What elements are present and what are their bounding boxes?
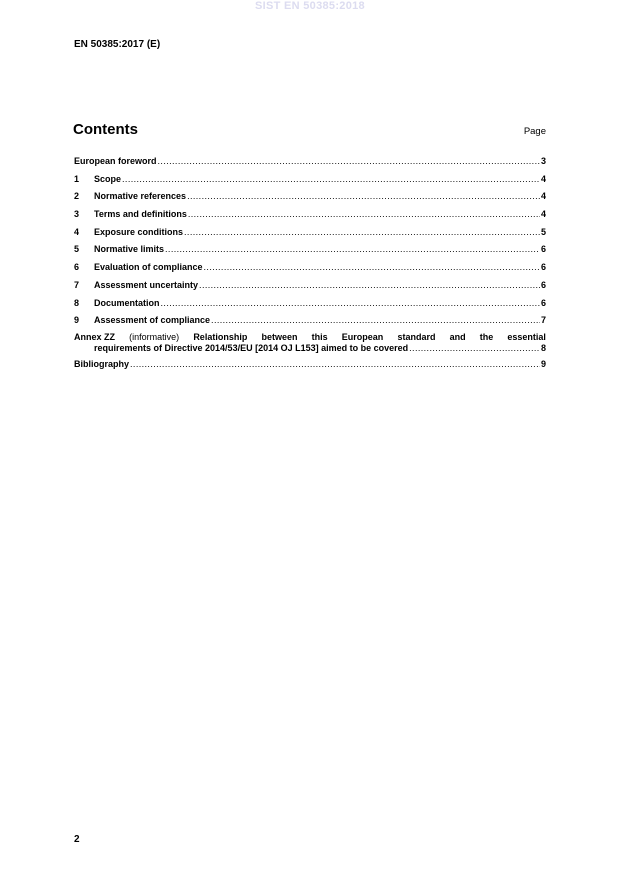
dot-leader	[161, 297, 540, 309]
toc-entry-title: Evaluation of compliance	[94, 262, 203, 273]
toc-entry-4[interactable]	[74, 226, 546, 244]
toc-entry-7[interactable]	[74, 279, 546, 297]
toc-entry-number: 1	[74, 173, 80, 184]
toc-entry-page: 7	[540, 315, 546, 326]
toc-entry-page: 6	[540, 297, 546, 308]
toc-entry-number: 2	[74, 191, 80, 202]
toc-entry-title: European foreword	[74, 156, 157, 166]
annex-word: and	[449, 331, 466, 342]
page-column-label: Page	[523, 126, 546, 137]
dot-leader	[158, 155, 540, 167]
toc-entry-page: 4	[540, 173, 546, 184]
toc-entry-number: 4	[74, 226, 80, 237]
toc-entry-title: Scope	[94, 173, 122, 184]
annex-type: (informative)	[129, 331, 180, 342]
dot-leader	[184, 226, 540, 238]
toc-entry-3[interactable]	[74, 208, 546, 226]
annex-word: essential	[507, 331, 546, 342]
toc-entry-1[interactable]	[74, 173, 546, 191]
toc-entry-title: Terms and definitions	[94, 209, 187, 220]
toc-entry-page: 4	[540, 209, 546, 220]
toc-entry-number: 3	[74, 209, 80, 220]
toc-entry-6[interactable]	[74, 261, 546, 279]
dot-leader	[122, 173, 540, 185]
annex-word: Relationship	[193, 331, 248, 342]
toc-entry-title: Documentation	[94, 297, 160, 308]
page-number: 2	[74, 834, 80, 845]
toc-entry-5[interactable]	[74, 243, 546, 261]
toc-entry-page: 9	[540, 358, 546, 369]
dot-leader	[199, 279, 540, 291]
toc-entry-page: 5	[540, 226, 546, 237]
watermark: SIST EN 50385:2018	[255, 0, 365, 12]
toc-entry-title: Bibliography	[74, 358, 130, 369]
toc-entry-bibliography[interactable]	[74, 358, 546, 376]
dot-leader	[188, 208, 540, 220]
annex-word: European	[341, 331, 384, 342]
toc-entry-page: 3	[540, 156, 546, 166]
toc-entry-number: 5	[74, 244, 80, 255]
toc-entry-annex-zz[interactable]	[74, 332, 546, 354]
toc-entry-title: Normative limits	[94, 244, 165, 255]
contents-heading: Contents	[73, 121, 138, 138]
dot-leader	[165, 243, 540, 255]
toc-entry-foreword[interactable]	[74, 155, 546, 173]
annex-title-continuation	[74, 343, 546, 354]
annex-line2-text: requirements of Directive 2014/53/EU [2014 OJ L153] aimed to be covered	[94, 342, 409, 353]
toc-entry-title: Normative references	[94, 191, 187, 202]
toc-entry-page: 6	[540, 262, 546, 273]
toc-entry-number: 9	[74, 315, 80, 326]
toc-entry-9[interactable]	[74, 314, 546, 332]
toc-entry-8[interactable]	[74, 297, 546, 315]
dot-leader	[130, 358, 540, 370]
toc-entry-title: Exposure conditions	[94, 226, 184, 237]
toc-entry-number: 7	[74, 279, 80, 290]
toc-entry-page: 8	[540, 342, 546, 353]
document-id: EN 50385:2017 (E)	[74, 39, 161, 50]
toc-entry-title: Assessment uncertainty	[94, 279, 199, 290]
toc-entry-page: 4	[540, 191, 546, 202]
annex-label: Annex ZZ	[74, 331, 116, 342]
toc-entry-title: Assessment of compliance	[94, 315, 211, 326]
table-of-contents	[74, 155, 546, 376]
annex-word: the	[479, 331, 494, 342]
annex-word: between	[261, 331, 298, 342]
annex-word: this	[311, 331, 328, 342]
dot-leader	[409, 343, 540, 354]
toc-entry-2[interactable]	[74, 190, 546, 208]
toc-entry-number: 6	[74, 262, 80, 273]
dot-leader	[204, 261, 540, 273]
toc-entry-page: 6	[540, 279, 546, 290]
toc-entry-page: 6	[540, 244, 546, 255]
annex-title-line	[74, 332, 546, 343]
annex-word: standard	[397, 331, 436, 342]
dot-leader	[187, 190, 540, 202]
toc-entry-number: 8	[74, 297, 80, 308]
dot-leader	[211, 314, 540, 326]
